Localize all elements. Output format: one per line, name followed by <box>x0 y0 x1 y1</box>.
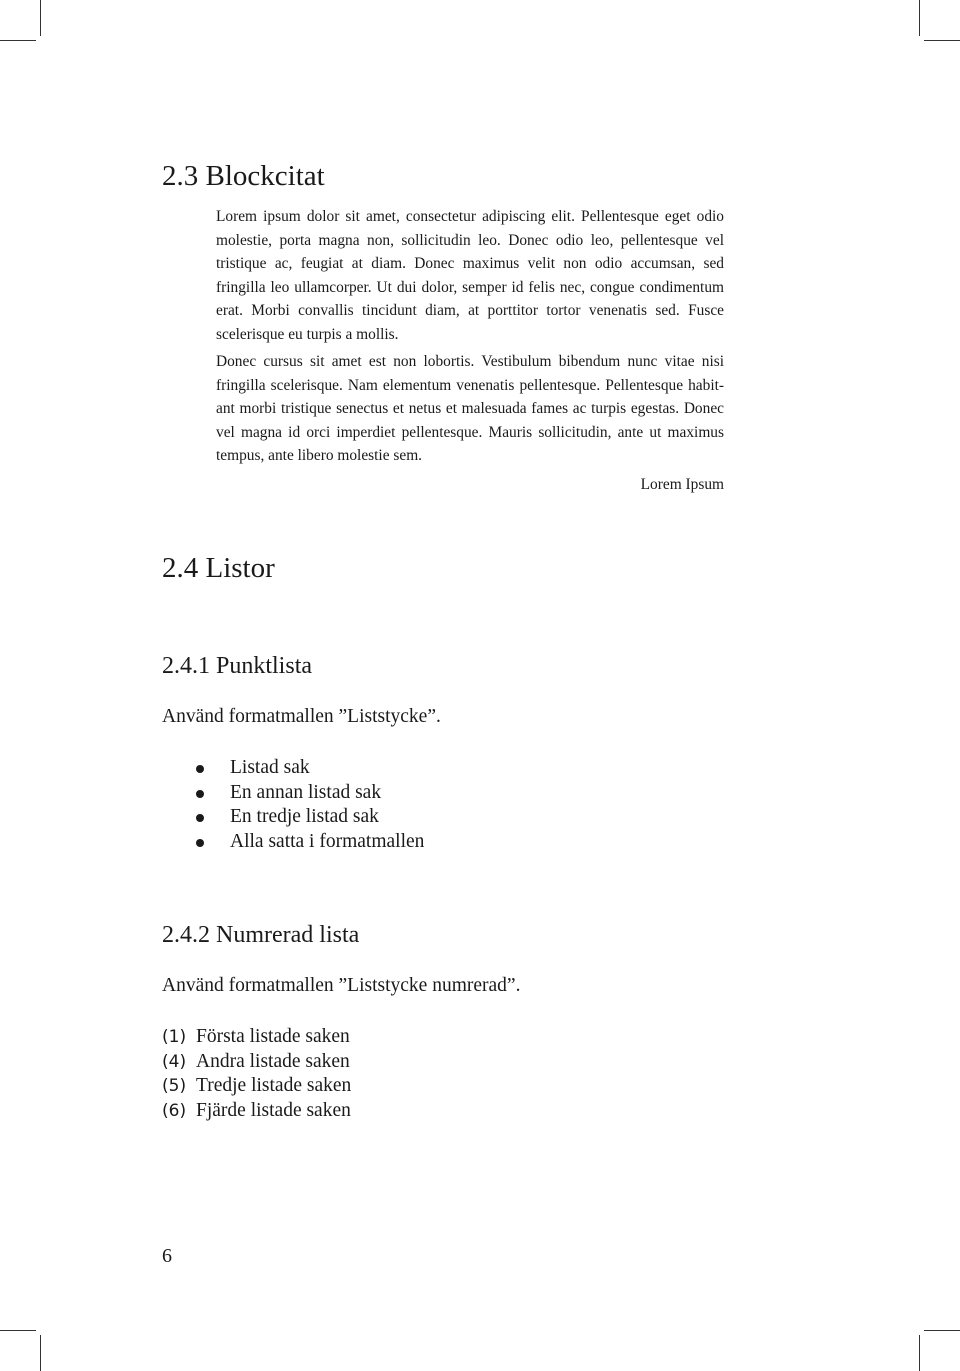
blockquote-paragraph-1: Lorem ipsum dolor sit amet, consectetur adipiscing elit. Pellentesque eget odio molestie, porta magna non, sollicitudin leo. Donec odio leo, pellentesque vel tristique ac, feugiat at diam. Donec maximus velit non odio accumsan, sed fringilla leo ullamcorper. Ut dui dolor, semper id felis nec, congue condimentum erat. Morbi convallis tincidunt diam, at porttitor tortor venenatis sed. Fusce scelerisque eu turpis a mollis. <box>216 208 724 343</box>
list-item-text: Listad sak <box>230 757 310 778</box>
blockquote-paragraph-2: Donec cursus sit amet est non lobortis. Vestibulum bibendum nunc vitae nisi fringilla scelerisque. Nam elementum venenatis pellentesque. Pellentesque habit-ant morbi tristique senectus et netus et malesuada fames ac turpis egestas. Donec vel magna id orci imperdiet pellentesque. Mauris sollicitudin, ante ut maximus tempus, ante libero molestie sem. <box>216 353 724 465</box>
list-item <box>162 1050 351 1075</box>
list-item-text: Tredje listade saken <box>196 1075 352 1096</box>
list-item-text: Andra listade saken <box>196 1050 350 1072</box>
list-item-text: Fjärde listade saken <box>196 1099 351 1121</box>
subsection-heading-numbered-list: 2.4.2 Numrerad lista <box>162 922 360 948</box>
list-item <box>162 1074 351 1099</box>
list-item-text: Första listade saken <box>196 1026 350 1047</box>
bullet-list-lead: Använd formatmallen ”Liststycke”. <box>162 706 441 727</box>
crop-mark-bottom-right <box>919 1335 920 1371</box>
list-item <box>162 1099 351 1124</box>
numbered-list <box>162 1025 351 1123</box>
crop-mark-bottom-right-horizontal <box>924 1330 960 1331</box>
list-item <box>162 805 424 830</box>
list-item <box>162 781 424 806</box>
bullet-icon <box>196 765 204 773</box>
crop-mark-bottom-left <box>40 1335 41 1371</box>
blockquote-attribution: Lorem Ipsum <box>640 476 724 493</box>
list-item <box>162 1025 351 1050</box>
bullet-icon <box>196 790 204 798</box>
list-item-number: (1) <box>162 1027 187 1047</box>
page-number: 6 <box>162 1245 172 1267</box>
subsection-heading-bullet-list: 2.4.1 Punktlista <box>162 653 313 679</box>
crop-mark-top-left <box>40 0 41 36</box>
list-item <box>162 830 424 855</box>
crop-mark-top-left-horizontal <box>0 40 36 41</box>
crop-mark-top-right <box>919 0 920 36</box>
section-heading-lists: 2.4 Listor <box>162 552 275 584</box>
list-item <box>162 756 424 781</box>
bullet-list <box>162 756 424 854</box>
numbered-list-lead: Använd formatmallen ”Liststycke numrerad”. <box>162 975 521 996</box>
bullet-icon <box>196 839 204 847</box>
list-item-number: (6) <box>162 1100 187 1121</box>
list-item-text: Alla satta i formatmallen <box>230 830 425 852</box>
list-item-number: (4) <box>162 1051 187 1072</box>
list-item-number: (5) <box>162 1076 187 1096</box>
list-item-text: En tredje listad sak <box>230 806 379 827</box>
crop-mark-bottom-left-horizontal <box>0 1330 36 1331</box>
bullet-icon <box>196 814 204 822</box>
list-item-text: En annan listad sak <box>230 781 382 803</box>
section-heading-blockquote: 2.3 Blockcitat <box>162 160 325 192</box>
crop-mark-top-right-horizontal <box>924 40 960 41</box>
